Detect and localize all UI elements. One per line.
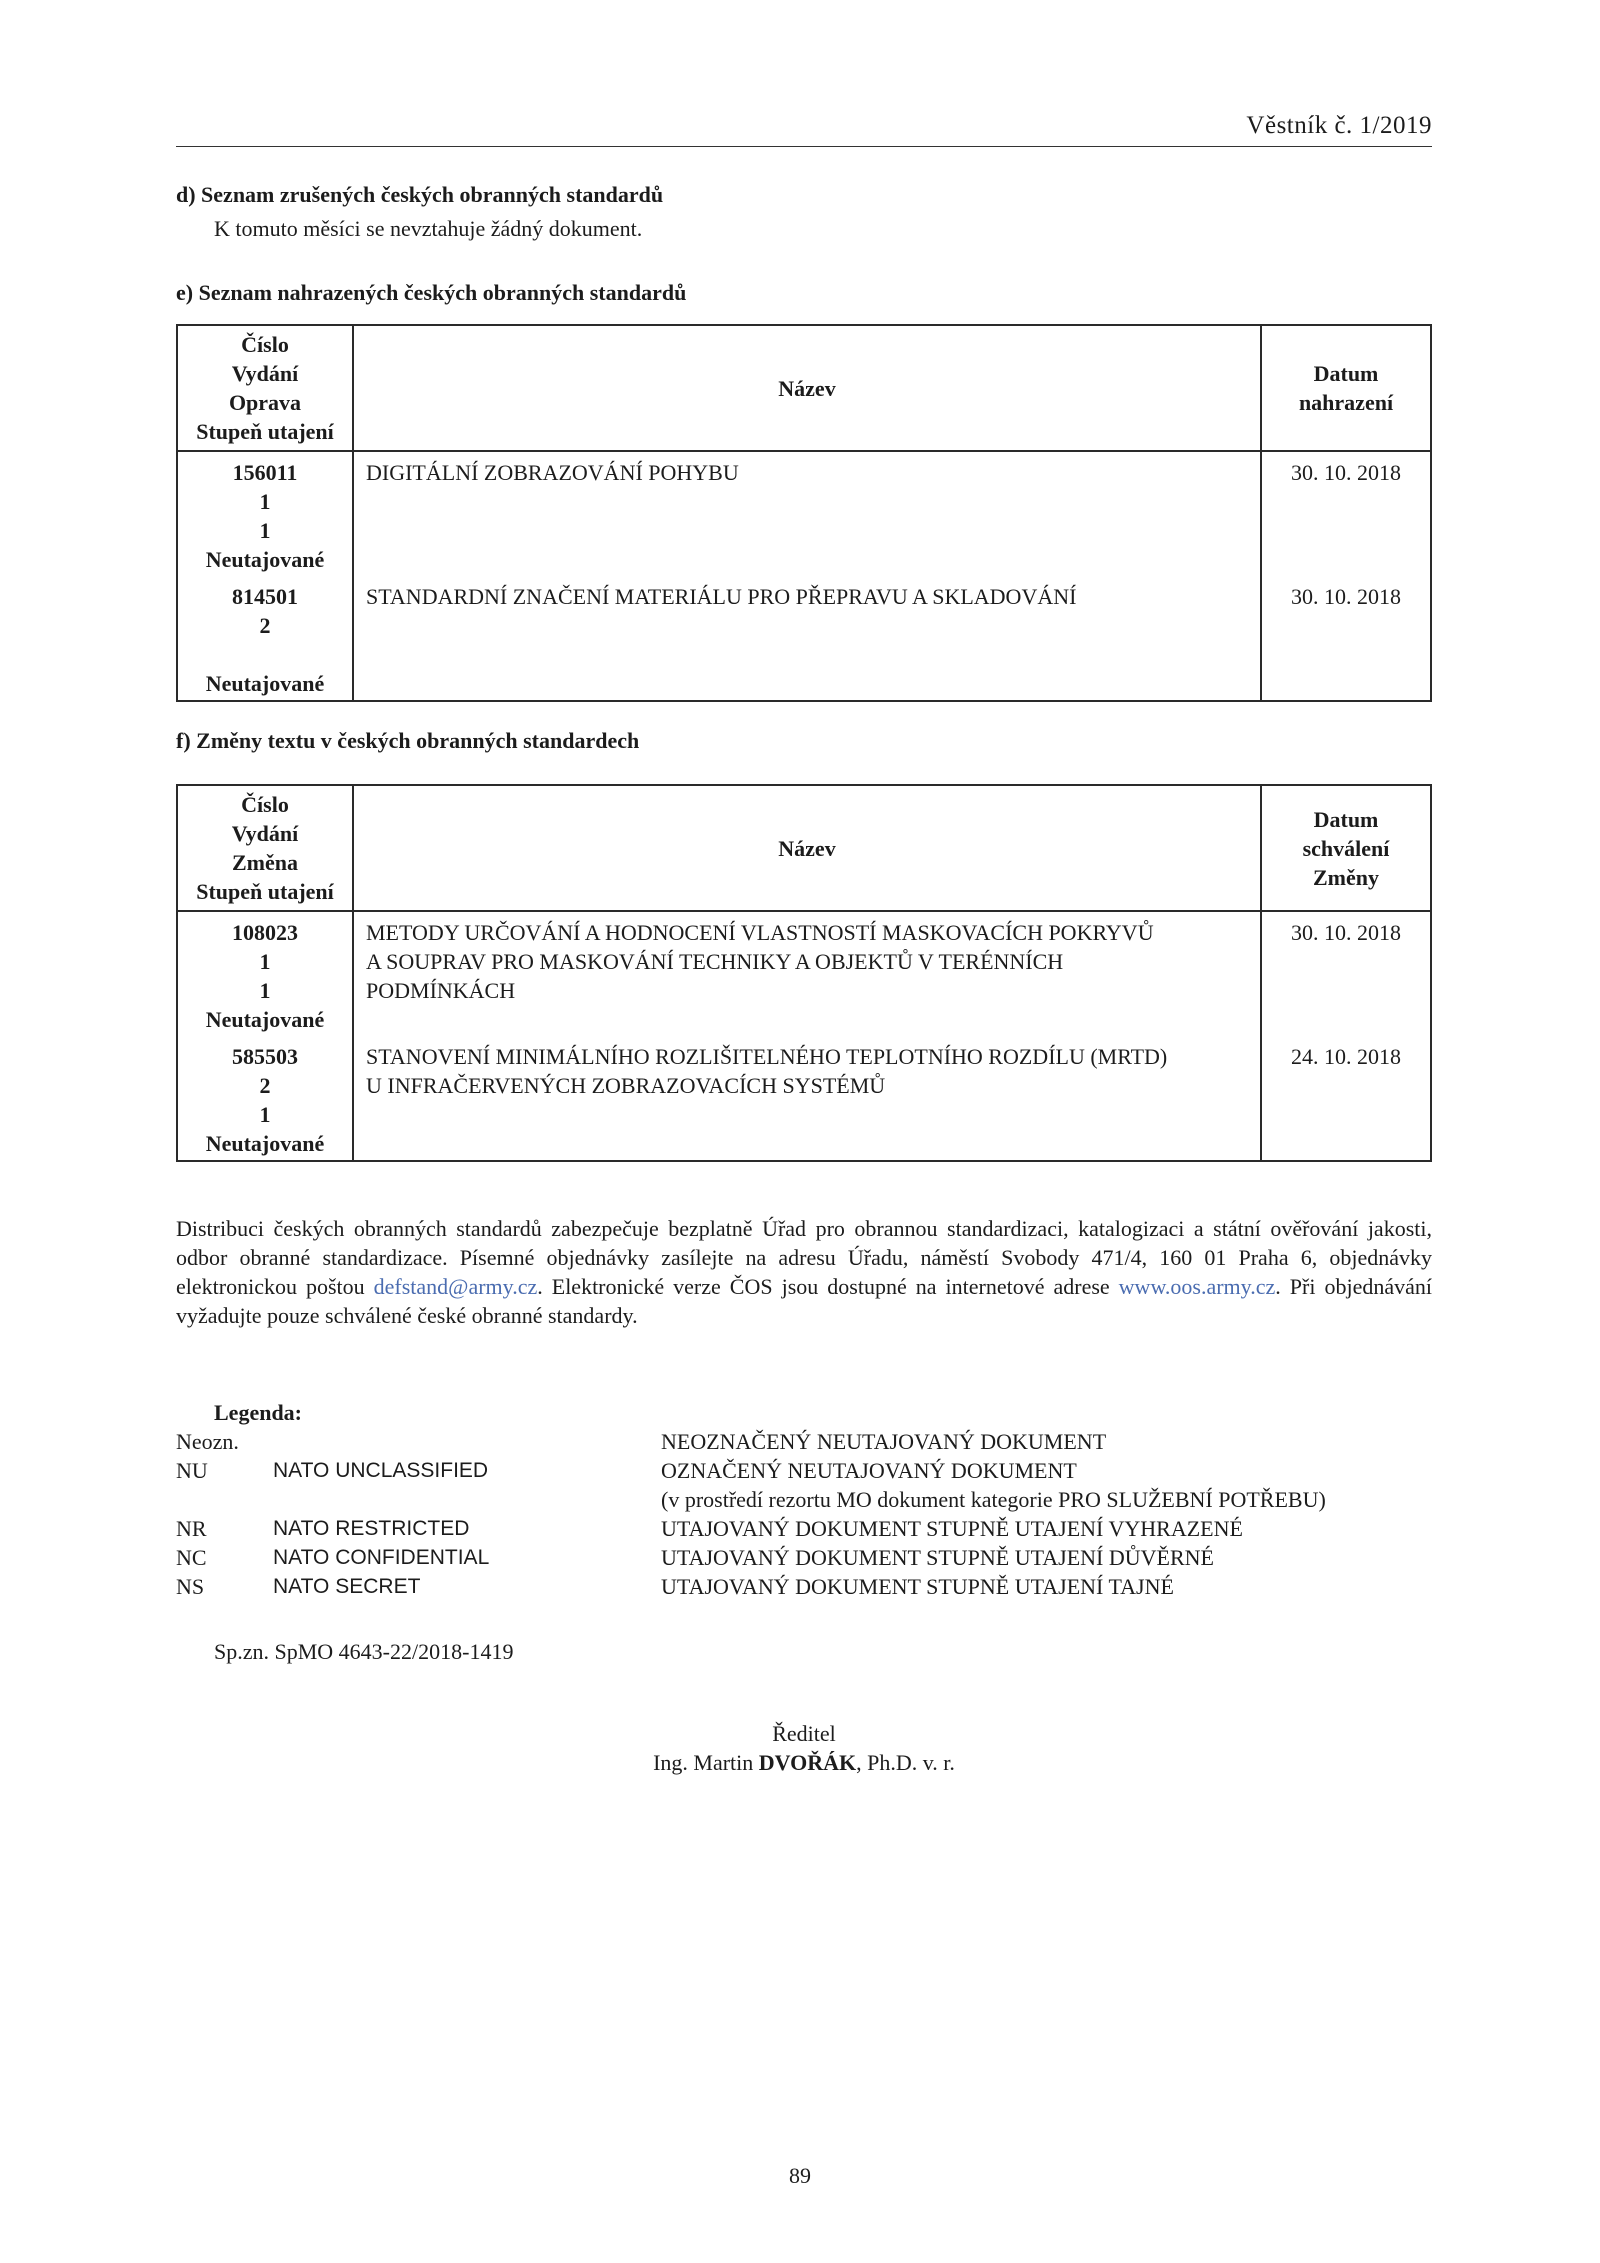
standard-name-cell: STANDARDNÍ ZNAČENÍ MATERIÁLU PRO PŘEPRAVU A SKLADOVÁNÍ: [353, 576, 1261, 701]
section-e-title: e) Seznam nahrazených českých obranných standardů: [176, 280, 687, 305]
section-d-title: d) Seznam zrušených českých obranných standardů: [176, 182, 664, 207]
replaced-standards-table: [176, 324, 1432, 702]
standard-name-cell: DIGITÁLNÍ ZOBRAZOVÁNÍ POHYBU: [353, 451, 1261, 576]
standard-id-cell: 585503 2 1 Neutajované: [177, 1036, 353, 1161]
header-name-cell: Název: [353, 785, 1261, 911]
website-link[interactable]: www.oos.army.cz: [1118, 1274, 1276, 1299]
table-header-row: [177, 785, 1431, 911]
signatory-name: Ing. Martin DVOŘÁK, Ph.D. v. r.: [653, 1750, 955, 1775]
standard-date-cell: 30. 10. 2018: [1261, 451, 1431, 576]
header-name-cell: Název: [353, 325, 1261, 451]
section-d-note: K tomuto měsíci se nevztahuje žádný dokument.: [214, 216, 643, 241]
page-content: [176, 182, 1432, 1777]
signatory-role: Ředitel: [772, 1721, 836, 1746]
legend-row: Neozn. NEOZNAČENÝ NEUTAJOVANÝ DOKUMENT: [176, 1429, 1107, 1454]
standard-id-cell: 156011 1 1 Neutajované: [177, 451, 353, 576]
header-number-cell: Číslo Vydání Změna Stupeň utajení: [177, 785, 353, 911]
table-header-row: [177, 325, 1431, 451]
section-f-title: f) Změny textu v českých obranných standardech: [176, 728, 640, 753]
legend-row: NS NATO SECRET UTAJOVANÝ DOKUMENT STUPNĚ UTAJENÍ TAJNÉ: [176, 1574, 1174, 1599]
standard-date-cell: 24. 10. 2018: [1261, 1036, 1431, 1161]
table-row: [177, 451, 1431, 576]
legend: [176, 1398, 1432, 1601]
table-row: [177, 911, 1431, 1036]
standard-date-cell: 30. 10. 2018: [1261, 576, 1431, 701]
distribution-paragraph: Distribuci českých obranných standardů zabezpečuje bezplatně Úřad pro obrannou standardizaci, katalogizaci a státní ověřování jakosti, odbor obranné standardizace. Písemné objednávky zasílejte na adresu Úřadu, náměstí Svobody 471/4, 160 01 Praha 6, objednávky elektronickou poštou defstand@army.cz. Elektronické verze ČOS jsou dostupné na internetové adrese www.oos.army.cz. Při objednávání vyžadujte pouze schválené české obranné standardy.: [176, 1216, 1432, 1328]
legend-row: NU NATO UNCLASSIFIED OZNAČENÝ NEUTAJOVANÝ DOKUMENT: [176, 1458, 1077, 1483]
signature-block: [176, 1719, 1432, 1777]
legend-row: (v prostředí rezortu MO dokument kategorie PRO SLUŽEBNÍ POTŘEBU): [661, 1487, 1326, 1512]
page-number: 89: [789, 2163, 811, 2188]
reference-number: Sp.zn. SpMO 4643-22/2018-1419: [214, 1639, 514, 1664]
bulletin-title: Věstník č. 1/2019: [1246, 112, 1432, 139]
standard-name-cell: STANOVENÍ MINIMÁLNÍHO ROZLIŠITELNÉHO TEPLOTNÍHO ROZDÍLU (MRTD) U INFRAČERVENÝCH ZOBRAZOVACÍCH SYSTÉMŮ: [353, 1036, 1261, 1161]
standard-name-cell: METODY URČOVÁNÍ A HODNOCENÍ VLASTNOSTÍ MASKOVACÍCH POKRYVŮ A SOUPRAV PRO MASKOVÁNÍ TECHNIKY A OBJEKTŮ V TERÉNNÍCH PODMÍNKÁCH: [353, 911, 1261, 1036]
standard-id-cell: 814501 2 Neutajované: [177, 576, 353, 701]
legend-row: NC NATO CONFIDENTIAL UTAJOVANÝ DOKUMENT STUPNĚ UTAJENÍ DŮVĚRNÉ: [176, 1545, 1214, 1570]
header-date-cell: Datum nahrazení: [1261, 325, 1431, 451]
header-number-cell: Číslo Vydání Oprava Stupeň utajení: [177, 325, 353, 451]
table-row: [177, 1036, 1431, 1161]
header-date-cell: Datum schválení Změny: [1261, 785, 1431, 911]
table-row: [177, 576, 1431, 701]
legend-title: Legenda:: [214, 1400, 302, 1425]
legend-row: NR NATO RESTRICTED UTAJOVANÝ DOKUMENT STUPNĚ UTAJENÍ VYHRAZENÉ: [176, 1516, 1243, 1541]
email-link[interactable]: defstand@army.cz: [373, 1274, 538, 1299]
standard-date-cell: 30. 10. 2018: [1261, 911, 1431, 1036]
header-divider: [176, 146, 1432, 147]
text-changes-table: [176, 784, 1432, 1162]
standard-id-cell: 108023 1 1 Neutajované: [177, 911, 353, 1036]
